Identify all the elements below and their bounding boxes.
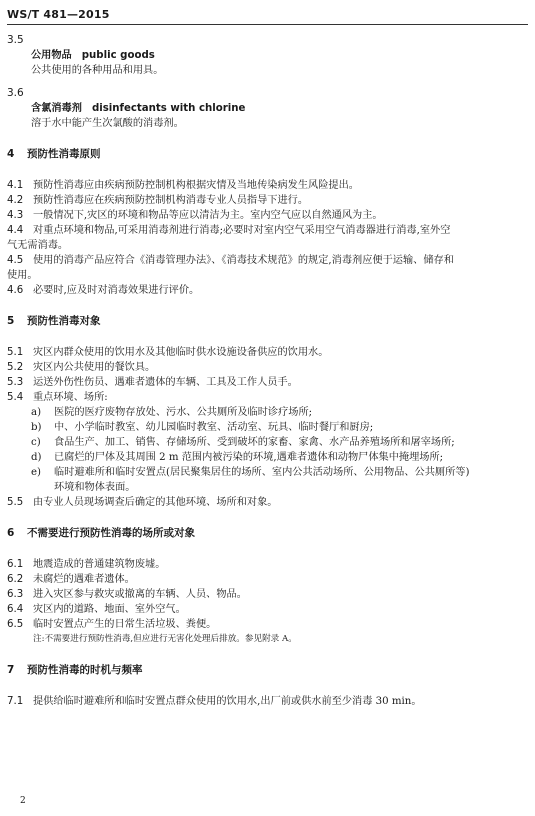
clause: 6.2 未腐烂的遇难者遗体。 <box>7 574 135 585</box>
clause: 5.3 运送外伤性伤员、遇难者遗体的车辆、工具及工作人员手。 <box>7 377 298 388</box>
section-heading-6: 6 不需要进行预防性消毒的场所或对象 <box>7 527 195 539</box>
list-item-continuation: 环境和物体表面。 <box>54 482 136 493</box>
term-chinese: 公用物品 <box>31 50 72 61</box>
clause: 4.2 预防性消毒应在疾病预防控制机构消毒专业人员指导下进行。 <box>7 195 309 206</box>
clause: 5.4 重点环境、场所: <box>7 392 108 403</box>
document-body <box>7 33 528 709</box>
clause: 5.5 由专业人员现场调查后确定的其他环境、场所和对象。 <box>7 497 278 508</box>
list-item: c) 食品生产、加工、销售、存储场所、受到破坏的家畜、家禽、水产品养殖场所和屠宰场所; <box>31 437 455 448</box>
term-title <box>7 101 528 116</box>
clause: 5.1 灾区内群众使用的饮用水及其他临时供水设施设备供应的饮用水。 <box>7 347 329 358</box>
section-heading-4: 4 预防性消毒原则 <box>7 148 101 160</box>
clause: 6.1 地震造成的普通建筑物废墟。 <box>7 559 166 570</box>
clause: 4.4 对重点环境和物品,可采用消毒剂进行消毒;必要时对室内空气采用空气消毒器进行消毒,室外空 <box>7 225 451 236</box>
clause: 6.3 进入灾区参与救灾或撤离的车辆、人员、物品。 <box>7 589 247 600</box>
header-rule <box>7 24 528 25</box>
clause: 5.2 灾区内公共使用的餐饮具。 <box>7 362 156 373</box>
standard-code: WS/T 481—2015 <box>7 8 110 21</box>
clause: 4.1 预防性消毒应由疾病预防控制机构根据灾情及当地传染病发生风险提出。 <box>7 180 359 191</box>
list-item: a) 医院的医疗废物存放处、污水、公共厕所及临时诊疗场所; <box>31 407 313 418</box>
clause: 7.1 提供给临时避难所和临时安置点群众使用的饮用水,出厂前或供水前至少消毒 30 min。 <box>7 696 422 707</box>
term-number: 3.6 <box>7 87 24 99</box>
note: 注:不需要进行预防性消毒,但应进行无害化处理后排放。参见附录 A。 <box>33 634 297 644</box>
page-number: 2 <box>20 796 26 806</box>
term-number: 3.5 <box>7 34 24 46</box>
clause: 6.4 灾区内的道路、地面、室外空气。 <box>7 604 186 615</box>
clause: 4.3 一般情况下,灾区的环境和物品等应以清洁为主。室内空气应以自然通风为主。 <box>7 210 383 221</box>
term-chinese: 含氯消毒剂 <box>31 103 82 114</box>
clause: 4.5 使用的消毒产品应符合《消毒管理办法》、《消毒技术规范》的规定,消毒剂应便于运输、储存和 <box>7 255 454 266</box>
clause: 4.6 必要时,应及时对消毒效果进行评价。 <box>7 285 200 296</box>
term-english: public goods <box>81 50 155 61</box>
clause-continuation: 使用。 <box>7 270 38 281</box>
section-heading-5: 5 预防性消毒对象 <box>7 315 101 327</box>
list-item: e) 临时避难所和临时安置点(居民聚集居住的场所、室内公共活动场所、公用物品、公共厕所等) <box>31 467 470 478</box>
term-definition: 溶于水中能产生次氯酸的消毒剂。 <box>31 118 184 129</box>
clause-continuation: 气无需消毒。 <box>7 240 69 251</box>
term-title <box>7 48 528 63</box>
list-item: d) 已腐烂的尸体及其周围 2 m 范围内被污染的环境,遇难者遗体和动物尸体集中掩埋场所; <box>31 452 444 463</box>
list-item: b) 中、小学临时教室、幼儿园临时教室、活动室、玩具、临时餐厅和厨房; <box>31 422 374 433</box>
term-english: disinfectants with chlorine <box>91 103 246 114</box>
clause: 6.5 临时安置点产生的日常生活垃圾、粪便。 <box>7 619 217 630</box>
section-heading-7: 7 预防性消毒的时机与频率 <box>7 664 143 676</box>
term-definition: 公共使用的各种用品和用具。 <box>31 65 164 76</box>
